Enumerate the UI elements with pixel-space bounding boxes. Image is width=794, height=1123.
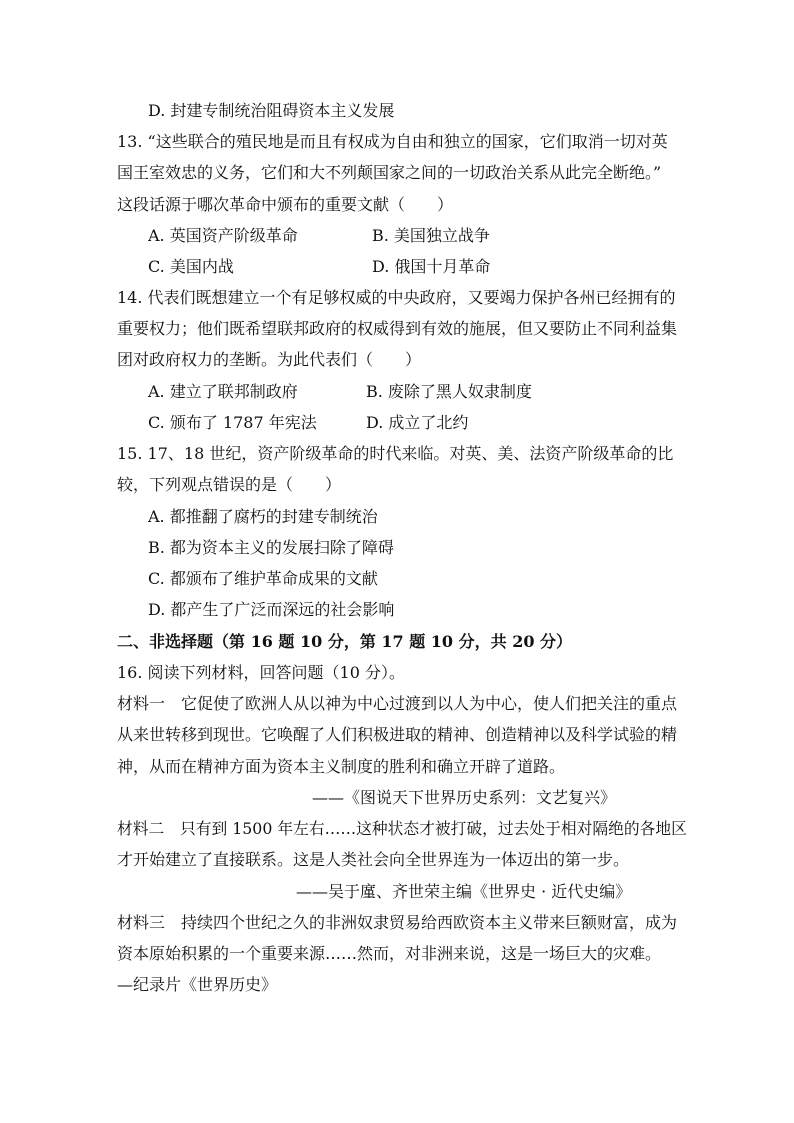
- q13-option-a: A. 英国资产阶级革命: [148, 226, 298, 245]
- q13-option-d: D. 俄国十月革命: [372, 257, 491, 276]
- q14-stem-line-2: 重要权力；他们既希望联邦政府的权威得到有效的施展，但又要防止不同利益集: [117, 319, 678, 338]
- q13-stem-line-2: 国王室效忠的义务，它们和大不列颠国家之间的一切政治关系从此完全断绝。”: [117, 163, 662, 182]
- q15-stem-line-1: 15. 17、18 世纪，资产阶级革命的时代来临。对英、美、法资产阶级革命的比: [117, 444, 674, 463]
- material-1-line-1: 材料一 它促使了欧洲人从以神为中心过渡到以人为中心，使人们把关注的重点: [117, 694, 678, 713]
- q14-stem-line-1: 14. 代表们既想建立一个有足够权威的中央政府，又要竭力保护各州已经拥有的: [117, 288, 676, 307]
- material-2-source: ——吴于廑、齐世荣主编《世界史 · 近代史编》: [296, 882, 632, 901]
- q14-option-a: A. 建立了联邦制政府: [148, 382, 298, 401]
- q14-stem-line-3: 团对政府权力的垄断。为此代表们（ ）: [117, 350, 422, 369]
- q13-option-b: B. 美国独立战争: [372, 226, 490, 245]
- material-3-line-2: 资本原始积累的一个重要来源……然而，对非洲来说，这是一场巨大的灾难。: [117, 944, 662, 963]
- q14-option-d: D. 成立了北约: [366, 413, 469, 432]
- q13-stem-line-3: 这段话源于哪次革命中颁布的重要文献（ ）: [117, 195, 454, 214]
- q14-option-b: B. 废除了黑人奴隶制度: [366, 382, 532, 401]
- section-2-heading: 二、非选择题（第 16 题 10 分，第 17 题 10 分，共 20 分）: [117, 632, 573, 651]
- material-2-line-2: 才开始建立了直接联系。这是人类社会向全世界连为一体迈出的第一步。: [117, 850, 630, 869]
- q13-option-c: C. 美国内战: [148, 257, 234, 276]
- q14-option-c: C. 颁布了 1787 年宪法: [148, 413, 317, 432]
- q15-option-d: D. 都产生了广泛而深远的社会影响: [148, 600, 395, 619]
- q16-intro: 16. 阅读下列材料，回答问题（10 分）。: [117, 663, 405, 682]
- material-1-line-2: 从来世转移到现世。它唤醒了人们积极进取的精神、创造精神以及科学试验的精: [117, 725, 678, 744]
- material-3-line-1: 材料三 持续四个世纪之久的非洲奴隶贸易给西欧资本主义带来巨额财富，成为: [117, 913, 678, 932]
- q15-option-b: B. 都为资本主义的发展扫除了障碍: [148, 538, 394, 557]
- q15-option-c: C. 都颁布了维护革命成果的文献: [148, 569, 378, 588]
- material-2-line-1: 材料二 只有到 1500 年左右……这种状态才被打破，过去处于相对隔绝的各地区: [117, 819, 687, 838]
- material-1-source: ——《图说天下世界历史系列：文艺复兴》: [312, 788, 617, 807]
- material-3-source: —纪录片《世界历史》: [117, 975, 278, 994]
- material-1-line-3: 神，从而在精神方面为资本主义制度的胜利和确立开辟了道路。: [117, 757, 566, 776]
- q13-stem-line-1: 13. “这些联合的殖民地是而且有权成为自由和独立的国家，它们取消一切对英: [117, 132, 668, 151]
- q12-option-d: D. 封建专制统治阻碍资本主义发展: [148, 101, 395, 120]
- q15-option-a: A. 都推翻了腐朽的封建专制统治: [148, 507, 378, 526]
- q15-stem-line-2: 较，下列观点错误的是（ ）: [117, 475, 342, 494]
